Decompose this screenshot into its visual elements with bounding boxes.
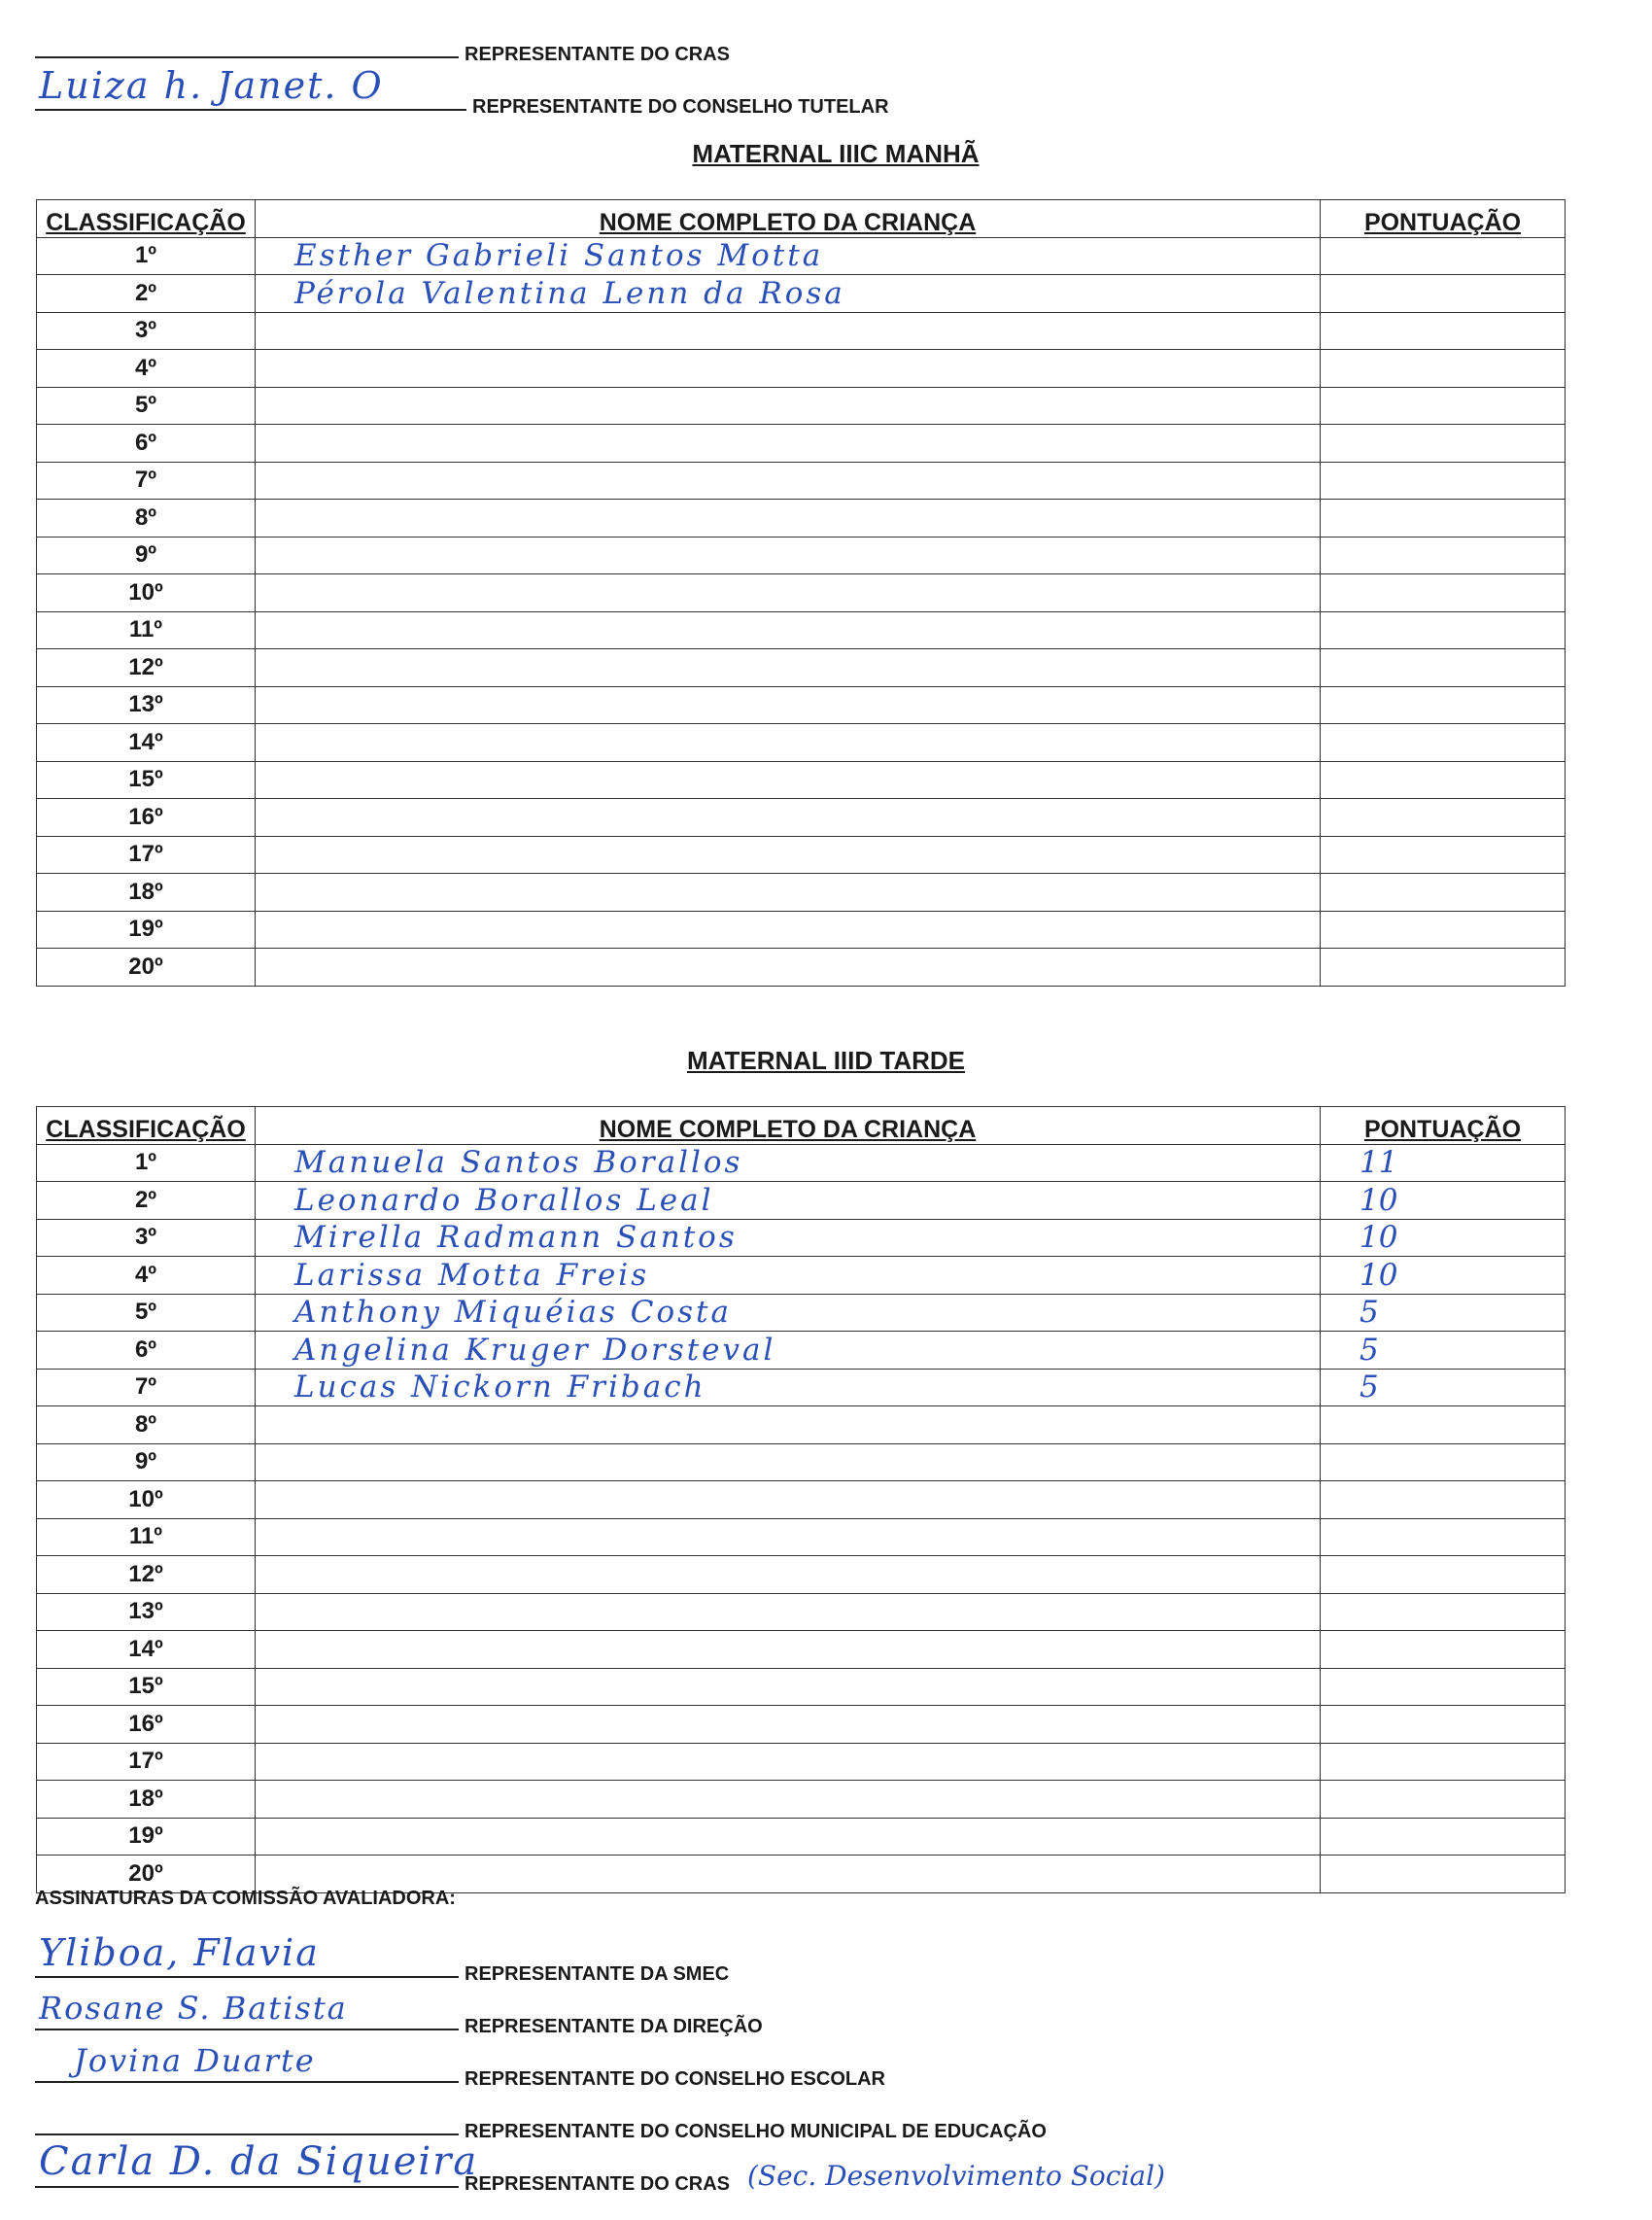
score-cell: [1321, 425, 1566, 463]
child-name-cell: [256, 1443, 1321, 1481]
child-name-cell: [256, 724, 1321, 762]
child-name-cell: [256, 1593, 1321, 1631]
table-row: [37, 761, 1566, 799]
score-cell: [1321, 1781, 1566, 1819]
score-cell: [1321, 649, 1566, 687]
role-label: REPRESENTANTE DA SMEC: [465, 1963, 730, 1985]
rank-cell: 17º: [37, 1743, 256, 1781]
child-name-cell: [256, 761, 1321, 799]
score-cell: 5: [1321, 1369, 1566, 1406]
rank-cell: 7º: [37, 1369, 256, 1406]
score-cell: [1321, 1743, 1566, 1781]
signature-smec: [35, 1931, 730, 1985]
rank-cell: 2º: [37, 275, 256, 313]
table-row: [37, 1144, 1566, 1182]
child-name-cell: Leonardo Borallos Leal: [256, 1182, 1321, 1220]
rank-cell: 19º: [37, 1818, 256, 1856]
rank-cell: 3º: [37, 1219, 256, 1257]
table-row: [37, 1818, 1566, 1856]
child-name-cell: [256, 949, 1321, 987]
signature: Rosane S. Batista: [39, 1990, 348, 2027]
score-cell: [1321, 1406, 1566, 1444]
rank-cell: 20º: [37, 1856, 256, 1893]
rank-cell: 16º: [37, 1706, 256, 1744]
score-cell: [1321, 1706, 1566, 1744]
table-row: [37, 1219, 1566, 1257]
role-label: REPRESENTANTE DO CRAS: [465, 2173, 730, 2195]
child-name-cell: [256, 1481, 1321, 1519]
section1-title: MATERNAL IIIC MANHÃ: [692, 139, 980, 168]
table-row: [37, 1257, 1566, 1295]
rank-cell: 9º: [37, 537, 256, 574]
table-row: [37, 1668, 1566, 1706]
child-name-cell: [256, 611, 1321, 649]
table-row: [37, 836, 1566, 874]
table-row: [37, 724, 1566, 762]
table-row: [37, 1443, 1566, 1481]
table-row: [37, 1631, 1566, 1669]
child-name-cell: [256, 574, 1321, 612]
table-row: [37, 537, 1566, 574]
role-label: REPRESENTANTE DO CONSELHO TUTELAR: [472, 96, 889, 118]
child-name-cell: [256, 425, 1321, 463]
score-cell: [1321, 500, 1566, 538]
score-cell: [1321, 911, 1566, 949]
score-cell: 10: [1321, 1219, 1566, 1257]
rank-cell: 8º: [37, 500, 256, 538]
child-name-cell: [256, 1818, 1321, 1856]
table-row: [37, 237, 1566, 275]
rank-cell: 19º: [37, 911, 256, 949]
rank-cell: 4º: [37, 1257, 256, 1295]
child-name-cell: [256, 1743, 1321, 1781]
score-cell: [1321, 1481, 1566, 1519]
section2-table: [36, 1106, 1566, 1893]
score-cell: [1321, 724, 1566, 762]
header-name: NOME COMPLETO DA CRIANÇA: [256, 200, 1321, 238]
score-cell: [1321, 574, 1566, 612]
rank-cell: 5º: [37, 387, 256, 425]
header-name: NOME COMPLETO DA CRIANÇA: [256, 1107, 1321, 1145]
table-row: [37, 275, 1566, 313]
top-signature-cras: [35, 19, 730, 65]
score-cell: [1321, 1593, 1566, 1631]
table-row: [37, 312, 1566, 350]
header-classification: CLASSIFICAÇÃO: [37, 200, 256, 238]
score-cell: 11: [1321, 1144, 1566, 1182]
rank-cell: 14º: [37, 1631, 256, 1669]
table-row: [37, 874, 1566, 912]
table-row: [37, 1706, 1566, 1744]
rank-cell: 5º: [37, 1294, 256, 1332]
rank-cell: 12º: [37, 1556, 256, 1594]
score-cell: 10: [1321, 1182, 1566, 1220]
table-row: [37, 1406, 1566, 1444]
header-score: PONTUAÇÃO: [1321, 200, 1566, 238]
table-row: [37, 686, 1566, 724]
rank-cell: 16º: [37, 799, 256, 837]
signatures-heading: ASSINATURAS DA COMISSÃO AVALIADORA:: [35, 1888, 456, 1909]
table-row: [37, 1182, 1566, 1220]
child-name-cell: [256, 686, 1321, 724]
child-name-cell: [256, 649, 1321, 687]
table-row: [37, 1369, 1566, 1406]
signature-conselho-escolar: [35, 2042, 885, 2090]
table-row: [37, 1518, 1566, 1556]
score-cell: [1321, 836, 1566, 874]
score-cell: [1321, 462, 1566, 500]
child-name-cell: [256, 1668, 1321, 1706]
rank-cell: 1º: [37, 237, 256, 275]
rank-cell: 14º: [37, 724, 256, 762]
table-row: [37, 1556, 1566, 1594]
child-name-cell: [256, 1631, 1321, 1669]
score-cell: [1321, 874, 1566, 912]
rank-cell: 8º: [37, 1406, 256, 1444]
rank-cell: 18º: [37, 874, 256, 912]
table-row: [37, 574, 1566, 612]
rank-cell: 11º: [37, 1518, 256, 1556]
child-name-cell: [256, 874, 1321, 912]
rank-cell: 9º: [37, 1443, 256, 1481]
header-score: PONTUAÇÃO: [1321, 1107, 1566, 1145]
rank-cell: 6º: [37, 425, 256, 463]
rank-cell: 20º: [37, 949, 256, 987]
rank-cell: 1º: [37, 1144, 256, 1182]
rank-cell: 11º: [37, 611, 256, 649]
top-signature-conselho-tutelar: [35, 64, 889, 118]
table-row: [37, 911, 1566, 949]
rank-cell: 13º: [37, 1593, 256, 1631]
score-cell: [1321, 275, 1566, 313]
score-cell: [1321, 312, 1566, 350]
header-classification: CLASSIFICAÇÃO: [37, 1107, 256, 1145]
rank-cell: 17º: [37, 836, 256, 874]
rank-cell: 18º: [37, 1781, 256, 1819]
rank-cell: 3º: [37, 312, 256, 350]
score-cell: [1321, 799, 1566, 837]
signature: Carla D. da Siqueira: [39, 2139, 479, 2184]
score-cell: [1321, 1518, 1566, 1556]
section1-table: [36, 199, 1566, 987]
score-cell: [1321, 1668, 1566, 1706]
child-name-cell: Angelina Kruger Dorsteval: [256, 1332, 1321, 1370]
child-name-cell: Lucas Nickorn Fribach: [256, 1369, 1321, 1406]
table-row: [37, 611, 1566, 649]
child-name-cell: [256, 312, 1321, 350]
score-cell: 5: [1321, 1332, 1566, 1370]
table-row: [37, 1781, 1566, 1819]
score-cell: [1321, 537, 1566, 574]
child-name-cell: [256, 462, 1321, 500]
table-row: [37, 949, 1566, 987]
child-name-cell: Larissa Motta Freis: [256, 1257, 1321, 1295]
child-name-cell: Manuela Santos Borallos: [256, 1144, 1321, 1182]
table-row: [37, 350, 1566, 388]
table-row: [37, 387, 1566, 425]
child-name-cell: Esther Gabrieli Santos Motta: [256, 237, 1321, 275]
table-row: [37, 1294, 1566, 1332]
table-row: [37, 462, 1566, 500]
child-name-cell: [256, 537, 1321, 574]
score-cell: [1321, 1631, 1566, 1669]
table-row: [37, 649, 1566, 687]
handwritten-note: (Sec. Desenvolvimento Social): [747, 2160, 1165, 2192]
rank-cell: 15º: [37, 761, 256, 799]
signature: Yliboa, Flavia: [39, 1931, 320, 1974]
child-name-cell: [256, 350, 1321, 388]
role-label: REPRESENTANTE DA DIREÇÃO: [465, 2016, 763, 2037]
score-cell: 10: [1321, 1257, 1566, 1295]
table-row: [37, 1593, 1566, 1631]
score-cell: [1321, 387, 1566, 425]
child-name-cell: [256, 1781, 1321, 1819]
child-name-cell: [256, 1406, 1321, 1444]
score-cell: [1321, 611, 1566, 649]
score-cell: [1321, 949, 1566, 987]
score-cell: [1321, 350, 1566, 388]
rank-cell: 7º: [37, 462, 256, 500]
child-name-cell: [256, 500, 1321, 538]
rank-cell: 12º: [37, 649, 256, 687]
score-cell: [1321, 686, 1566, 724]
table-row: [37, 799, 1566, 837]
score-cell: 5: [1321, 1294, 1566, 1332]
rank-cell: 10º: [37, 1481, 256, 1519]
signature-cras: [35, 2139, 1165, 2195]
score-cell: [1321, 1556, 1566, 1594]
child-name-cell: Pérola Valentina Lenn da Rosa: [256, 275, 1321, 313]
rank-cell: 10º: [37, 574, 256, 612]
signature-conselho-municipal: [35, 2097, 1047, 2142]
child-name-cell: [256, 387, 1321, 425]
child-name-cell: [256, 1706, 1321, 1744]
score-cell: [1321, 1818, 1566, 1856]
table-row: [37, 1332, 1566, 1370]
rank-cell: 2º: [37, 1182, 256, 1220]
rank-cell: 6º: [37, 1332, 256, 1370]
score-cell: [1321, 1856, 1566, 1893]
table-row: [37, 1743, 1566, 1781]
child-name-cell: [256, 799, 1321, 837]
table-row: [37, 1481, 1566, 1519]
role-label: REPRESENTANTE DO CONSELHO ESCOLAR: [465, 2068, 885, 2090]
score-cell: [1321, 761, 1566, 799]
child-name-cell: Anthony Miquéias Costa: [256, 1294, 1321, 1332]
child-name-cell: [256, 1518, 1321, 1556]
table-row: [37, 500, 1566, 538]
signature-direcao: [35, 1990, 763, 2037]
role-label: REPRESENTANTE DO CRAS: [465, 44, 730, 65]
signature: Luiza h. Janet. O: [39, 64, 384, 107]
role-label: REPRESENTANTE DO CONSELHO MUNICIPAL DE EDUCAÇÃO: [465, 2121, 1047, 2142]
score-cell: [1321, 1443, 1566, 1481]
rank-cell: 13º: [37, 686, 256, 724]
section2-title: MATERNAL IIID TARDE: [687, 1046, 965, 1075]
rank-cell: 15º: [37, 1668, 256, 1706]
child-name-cell: Mirella Radmann Santos: [256, 1219, 1321, 1257]
signature: Jovina Duarte: [74, 2042, 316, 2079]
score-cell: [1321, 237, 1566, 275]
child-name-cell: [256, 911, 1321, 949]
rank-cell: 4º: [37, 350, 256, 388]
table-row: [37, 425, 1566, 463]
child-name-cell: [256, 836, 1321, 874]
child-name-cell: [256, 1556, 1321, 1594]
